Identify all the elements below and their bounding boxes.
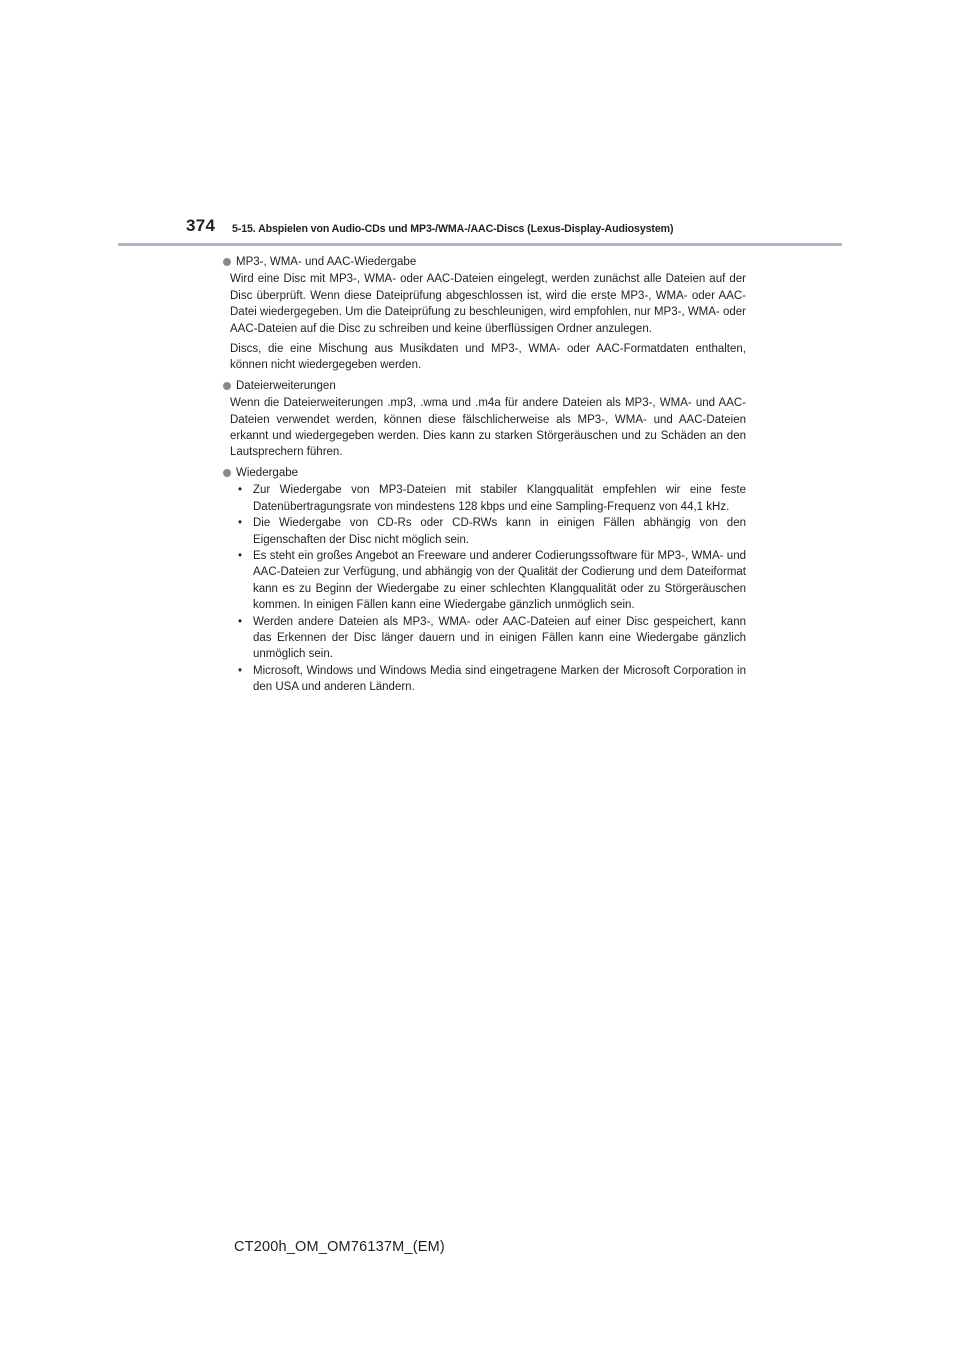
list-item-text: Werden andere Dateien als MP3-, WMA- oder AAC-Dateien auf einer Disc gespeichert, kann das Erkennen der Disc länger dauern und in einigen Fällen kann eine Wiedergabe gänzlich unmöglich sein. bbox=[253, 615, 746, 661]
list-item bbox=[230, 548, 746, 614]
section-heading bbox=[222, 254, 746, 270]
list-item bbox=[230, 614, 746, 663]
list-bullet: • bbox=[238, 549, 243, 562]
paragraph: Wird eine Disc mit MP3-, WMA- oder AAC-Dateien eingelegt, werden zunächst alle Dateien auf der Disc überprüft. Wenn diese Dateiprüfung abgeschlossen ist, wird die erste MP3-, WMA- oder AAC-Datei wiedergegeben. Um die Dateiprüfung zu beschleunigen, wird empfohlen, nur MP3-, WMA- oder AAC-Dateien auf die Disc zu schreiben und keine überflüssigen Ordner anzulegen. bbox=[230, 273, 746, 335]
list-item-text: Die Wiedergabe von CD-Rs oder CD-RWs kann in einigen Fällen abhängig von den Eigenschaften der Disc nicht möglich sein. bbox=[253, 517, 746, 546]
list-item bbox=[230, 515, 746, 548]
section-title: 5-15. Abspielen von Audio-CDs und MP3-/WMA-/AAC-Discs (Lexus-Display-Audiosystem) bbox=[232, 223, 674, 235]
section-heading-text: MP3-, WMA- und AAC-Wiedergabe bbox=[236, 256, 417, 268]
section-file-extensions bbox=[222, 378, 746, 461]
document-code: CT200h_OM_OM76137M_(EM) bbox=[234, 1239, 445, 1255]
page-number: 374 bbox=[186, 216, 216, 235]
list-bullet: • bbox=[238, 517, 243, 530]
list-item-text: Es steht ein großes Angebot an Freeware und anderer Codierungssoftware für MP3-, WMA- und AAC-Dateien zur Verfügung, und abhängig von der Qualität der Codierung und dem Dateiformat kann es zu Beginn der Wiedergabe zu einer schlechten Klangqualität oder zu Störgeräuschen kommen. In einigen Fällen kann eine Wiedergabe gänzlich unmöglich sein. bbox=[253, 549, 746, 612]
section-heading bbox=[222, 465, 746, 481]
section-playback bbox=[222, 465, 746, 696]
list-bullet: • bbox=[238, 615, 243, 628]
section-heading-text: Wiedergabe bbox=[236, 466, 299, 479]
bullet-circle-icon bbox=[223, 382, 231, 390]
section-mp3-wma-aac-playback bbox=[222, 254, 746, 374]
list-item-text: Zur Wiedergabe von MP3-Dateien mit stabiler Klangqualität empfehlen wir eine feste Datenübertragungsrate von mindestens 128 kbps und eine Sampling-Frequenz von 44,1 kHz. bbox=[253, 484, 746, 513]
list-item bbox=[230, 663, 746, 696]
list-item-text: Microsoft, Windows und Windows Media sind eingetragene Marken der Microsoft Corporation in den USA und anderen Ländern. bbox=[253, 664, 746, 694]
page-header bbox=[0, 0, 960, 250]
paragraph: Wenn die Dateierweiterungen .mp3, .wma und .m4a für andere Dateien als MP3-, WMA- und AAC-Dateien verwendet werden, können diese fälschlicherweise als MP3-, WMA- und AAC-Dateien erkannt und wiedergegeben werden. Dies kann zu starken Störgeräuschen und zu Schäden an den Lautsprechern führen. bbox=[230, 397, 746, 459]
list-bullet: • bbox=[238, 664, 243, 677]
playback-notes-list bbox=[222, 482, 746, 695]
list-bullet: • bbox=[238, 484, 243, 497]
paragraph: Discs, die eine Mischung aus Musikdaten und MP3-, WMA- oder AAC-Formatdaten enthalten, können nicht wiedergegeben werden. bbox=[230, 343, 746, 372]
list-item bbox=[230, 482, 746, 515]
bullet-circle-icon bbox=[223, 469, 231, 477]
header-divider bbox=[118, 243, 842, 246]
bullet-circle-icon bbox=[223, 258, 231, 266]
section-heading-text: Dateierweiterungen bbox=[236, 379, 336, 392]
section-heading bbox=[222, 378, 746, 394]
main-content bbox=[222, 254, 746, 700]
